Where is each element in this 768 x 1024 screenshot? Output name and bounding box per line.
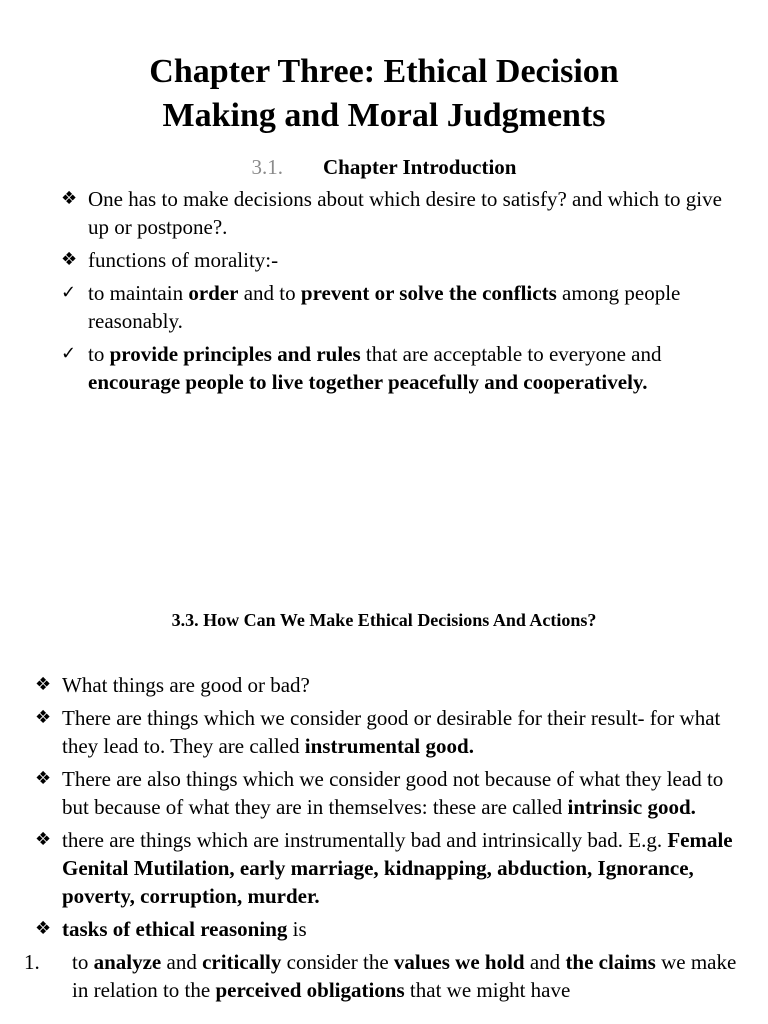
list-item — [61, 279, 728, 335]
item-text: and — [524, 950, 566, 974]
numbered-item — [24, 948, 752, 1004]
list-item — [35, 671, 752, 699]
item-text: There are things which we consider good or desirable for their result- for what they lead to. They are called — [62, 706, 721, 758]
diamond-bullet-icon: ❖ — [61, 249, 78, 270]
list-item — [61, 246, 728, 274]
item-text: to — [88, 342, 110, 366]
diamond-bullet-icon: ❖ — [35, 918, 52, 939]
list-item — [35, 915, 752, 943]
item-bold: analyze — [93, 950, 162, 974]
chapter-title-line2: Making and Moral Judgments — [162, 97, 606, 134]
list-item — [35, 765, 752, 821]
checkmark-icon: ✓ — [61, 282, 77, 303]
item-bold: encourage people to live together peacefully and cooperatively. — [88, 370, 648, 394]
item-text: that are acceptable to everyone and — [360, 342, 662, 366]
item-bold: perceived obligations — [215, 978, 405, 1002]
section-heading-intro — [0, 153, 768, 181]
checkmark-icon: ✓ — [61, 343, 77, 364]
chapter-title-line1: Chapter Three: Ethical Decision — [149, 53, 619, 90]
item-text: among people reasonably. — [88, 281, 681, 333]
item-bold: prevent or solve the conflicts — [300, 281, 557, 305]
item-bold: provide principles and rules — [109, 342, 361, 366]
list-number: 1. — [24, 950, 40, 974]
item-text: there are things which are instrumentally bad and intrinsically bad. E.g. — [62, 828, 668, 852]
section-number: 3.1. — [251, 155, 283, 179]
item-text: to — [72, 950, 94, 974]
item-text: functions of morality:- — [88, 248, 279, 272]
item-text: is — [287, 917, 307, 941]
list-item — [61, 185, 728, 241]
list-item — [35, 704, 752, 760]
diamond-bullet-icon: ❖ — [35, 674, 52, 695]
list-item — [35, 826, 752, 910]
section-heading-3-3: 3.3. How Can We Make Ethical Decisions And Actions? — [171, 610, 597, 630]
chapter-title — [0, 50, 768, 138]
diamond-bullet-icon: ❖ — [35, 829, 52, 850]
item-text: What things are good or bad? — [62, 673, 310, 697]
item-text: to maintain — [88, 281, 189, 305]
item-bold: critically — [202, 950, 282, 974]
item-bold: intrinsic good. — [567, 795, 696, 819]
diamond-bullet-icon: ❖ — [61, 188, 78, 209]
diamond-bullet-icon: ❖ — [35, 768, 52, 789]
item-bold: instrumental good. — [304, 734, 474, 758]
item-text: we make in relation to the — [72, 950, 737, 1002]
item-text: and — [161, 950, 203, 974]
ethics-bullet-list — [24, 671, 752, 1009]
section-label: Chapter Introduction — [322, 155, 517, 179]
item-bold: values we hold — [393, 950, 525, 974]
item-bold: tasks of ethical reasoning — [62, 917, 288, 941]
intro-bullet-list — [61, 185, 728, 401]
item-text: There are also things which we consider good not because of what they lead to but because of what they are in themselves: these are called — [62, 767, 724, 819]
item-bold: Female Genital Mutilation, early marriage, kidnapping, abduction, Ignorance, poverty, corruption, murder. — [62, 828, 733, 908]
item-text: that we might have — [404, 978, 571, 1002]
list-item — [61, 340, 728, 396]
item-bold: the claims — [565, 950, 656, 974]
item-bold: order — [188, 281, 239, 305]
item-text: and to — [238, 281, 301, 305]
item-text: One has to make decisions about which desire to satisfy? and which to give up or postpone?. — [88, 187, 722, 239]
item-text: consider the — [281, 950, 394, 974]
diamond-bullet-icon: ❖ — [35, 707, 52, 728]
